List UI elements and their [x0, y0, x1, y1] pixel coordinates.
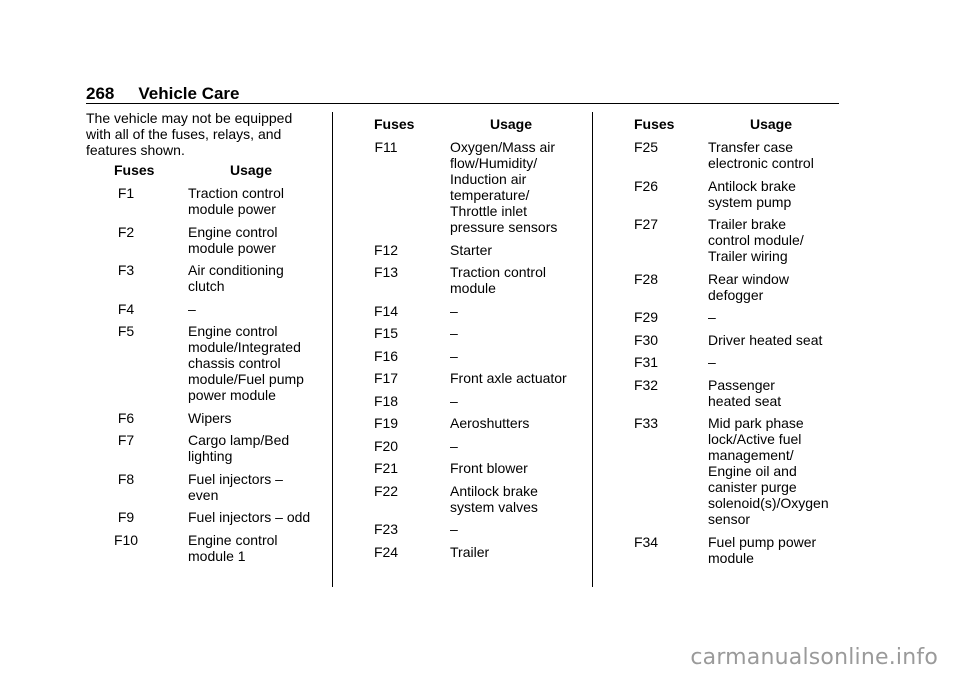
fuse-id: F9 — [117, 509, 135, 525]
usage-header: Usage — [230, 162, 273, 178]
fuse-id: F21 — [373, 460, 399, 476]
fuse-id: F14 — [373, 302, 399, 319]
fuse-id: F24 — [373, 543, 399, 560]
fuse-usage: Oxygen/Mass air flow/Humidity/ Induction air temperature/ Throttle inlet pressure sensors — [450, 139, 558, 235]
fuse-id: F20 — [373, 437, 399, 454]
intro-text: The vehicle may not be equipped with all of the fuses, relays, and features shown. — [86, 110, 293, 158]
fuse-id: F7 — [117, 432, 135, 448]
page-header — [86, 84, 240, 104]
fuse-id: F22 — [373, 482, 399, 499]
fuse-usage: – — [450, 437, 458, 454]
fuse-usage: Engine control module/Integrated chassis control module/Fuel pump power module — [188, 323, 304, 403]
fuse-usage: Fuel pump power module — [708, 533, 817, 566]
fuses-header: Fuses — [114, 162, 155, 178]
fuse-usage: Aeroshutters — [450, 415, 530, 431]
usage-header: Usage — [750, 116, 793, 132]
fuse-id: F1 — [117, 185, 135, 201]
fuse-id: F16 — [373, 347, 399, 364]
fuse-id: F15 — [373, 325, 399, 341]
fuse-usage: – — [188, 300, 196, 317]
fuse-id: F4 — [117, 300, 135, 317]
fuse-id: F33 — [633, 415, 659, 431]
fuse-id: F19 — [373, 415, 399, 431]
fuse-table-3 — [624, 116, 840, 576]
fuse-usage: Transfer case electronic control — [708, 139, 814, 171]
fuse-id: F18 — [373, 392, 399, 409]
fuse-id: F32 — [633, 376, 659, 393]
fuse-table-1 — [104, 162, 326, 562]
fuse-usage: Trailer brake control module/ Trailer wiring — [708, 216, 804, 264]
fuse-usage: Traction control module power — [188, 185, 284, 217]
column-divider-2 — [592, 112, 593, 587]
fuse-usage: Mid park phase lock/Active fuel management/ Engine oil and canister purge solenoid(s)/Oxygen sensor — [708, 415, 829, 527]
column-divider-1 — [332, 112, 333, 587]
fuse-id: F12 — [373, 241, 399, 258]
fuse-id: F25 — [633, 139, 659, 155]
fuse-id: F17 — [373, 370, 399, 386]
fuse-table-2 — [362, 116, 588, 576]
fuse-usage: Air conditioning clutch — [188, 262, 284, 294]
fuse-usage: Engine control module 1 — [188, 531, 278, 564]
usage-header: Usage — [490, 116, 533, 132]
fuse-usage: Engine control module power — [188, 223, 278, 256]
fuse-usage: – — [450, 347, 458, 364]
fuse-usage: Fuel injectors – odd — [188, 509, 311, 525]
fuse-usage: Antilock brake system valves — [450, 482, 538, 515]
fuse-usage: – — [450, 521, 458, 537]
fuses-header: Fuses — [634, 116, 675, 132]
header-rule — [86, 103, 839, 104]
fuse-id: F31 — [633, 354, 659, 370]
fuse-usage: Passenger heated seat — [708, 376, 782, 409]
fuse-id: F29 — [633, 309, 659, 325]
fuse-usage: – — [708, 309, 716, 325]
fuse-id: F28 — [633, 270, 659, 287]
fuse-id: F26 — [633, 177, 659, 194]
fuse-id: F23 — [373, 521, 399, 537]
fuse-usage: – — [450, 325, 458, 341]
fuse-id: F3 — [117, 262, 135, 278]
fuse-id: F13 — [373, 264, 399, 280]
watermark: carmanualsonline.info — [690, 645, 938, 670]
fuse-usage: Rear window defogger — [708, 270, 789, 303]
fuse-usage: – — [708, 354, 716, 370]
fuse-usage: – — [450, 302, 458, 319]
section-title: Vehicle Care — [138, 84, 240, 103]
fuse-usage: Cargo lamp/Bed lighting — [188, 432, 290, 464]
fuse-id: F2 — [117, 223, 135, 240]
fuse-id: F10 — [113, 531, 139, 548]
fuse-id: F34 — [633, 533, 659, 550]
fuse-usage: Antilock brake system pump — [708, 177, 796, 210]
fuse-usage: Starter — [450, 241, 493, 258]
fuse-id: F11 — [374, 139, 398, 155]
fuse-usage: Fuel injectors – even — [188, 470, 283, 503]
fuse-id: F30 — [633, 331, 659, 348]
fuse-id: F27 — [633, 216, 659, 232]
fuse-usage: Wipers — [188, 409, 232, 426]
fuse-id: F8 — [117, 470, 135, 487]
fuse-usage: Front axle actuator — [450, 370, 567, 386]
fuse-usage: Trailer — [450, 543, 490, 560]
fuse-usage: – — [450, 392, 458, 409]
page-number: 268 — [86, 84, 115, 103]
fuses-header: Fuses — [374, 116, 415, 132]
fuse-id: F5 — [117, 323, 135, 339]
fuse-id: F6 — [117, 409, 135, 426]
fuse-usage: Driver heated seat — [708, 331, 823, 348]
fuse-usage: Traction control module — [450, 264, 546, 296]
fuse-usage: Front blower — [450, 460, 528, 476]
